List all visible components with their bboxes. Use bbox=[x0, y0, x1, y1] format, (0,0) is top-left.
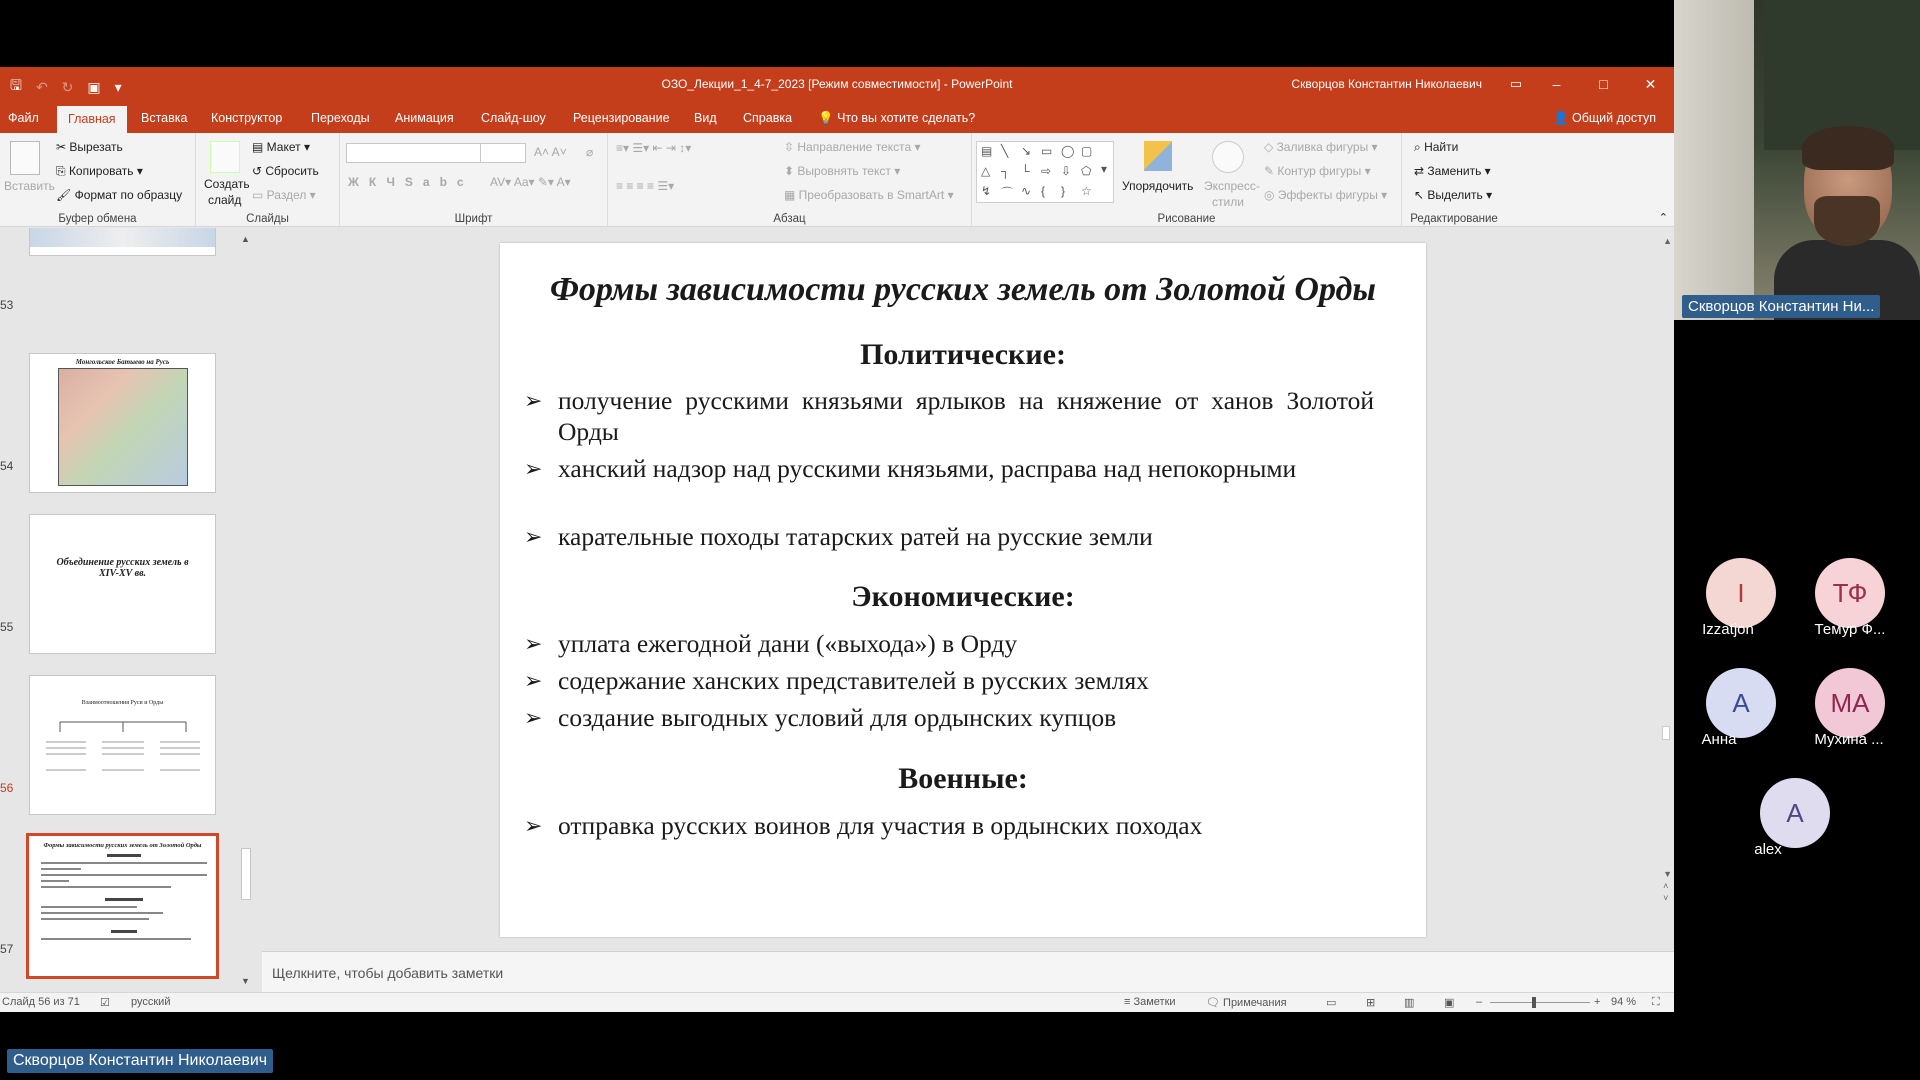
participant-avatar[interactable] bbox=[1706, 558, 1776, 628]
clear-format-icon[interactable]: ⌀ bbox=[586, 145, 594, 159]
slide-title[interactable]: Формы зависимости русских земель от Золотой Орды bbox=[549, 271, 1376, 308]
align-icons[interactable]: ≡ ≡ ≡ ≡ ☰▾ bbox=[616, 179, 675, 193]
tab-animation[interactable]: Анимация bbox=[395, 111, 454, 125]
zoom-slider-thumb[interactable] bbox=[1532, 997, 1536, 1008]
scroll-up-icon[interactable]: ▲ bbox=[241, 234, 250, 244]
ribbon-display-options-icon[interactable]: ▭ bbox=[1509, 76, 1522, 91]
zoom-in-icon[interactable]: + bbox=[1594, 996, 1601, 1008]
shape-effects-button[interactable]: ◎ Эффекты фигуры ▾ bbox=[1264, 188, 1388, 202]
new-slide-label-1[interactable]: Создать bbox=[204, 177, 250, 191]
clipboard-group-label: Буфер обмена bbox=[58, 213, 137, 225]
thumbnail-text-lines bbox=[41, 852, 209, 970]
notes-pane[interactable] bbox=[262, 951, 1674, 992]
slide-counter: Слайд 56 из 71 bbox=[2, 996, 80, 1008]
arrow-bullet-icon: ➢ bbox=[524, 668, 543, 693]
font-group-label: Шрифт bbox=[454, 213, 493, 225]
section-heading-military[interactable]: Военные: bbox=[898, 762, 1028, 795]
thumbnail-number: 55 bbox=[0, 620, 14, 634]
presenter-video[interactable] bbox=[1674, 0, 1920, 320]
quick-styles-label-2[interactable]: стили bbox=[1212, 195, 1244, 209]
undo-icon[interactable]: ↶ bbox=[35, 78, 48, 95]
tab-transitions[interactable]: Переходы bbox=[311, 111, 370, 125]
cursor-icon: ↖ bbox=[1414, 188, 1428, 202]
redo-icon[interactable]: ↻ bbox=[61, 78, 74, 95]
group-editing bbox=[1402, 133, 1506, 227]
group-slides bbox=[196, 133, 340, 227]
participant-avatar[interactable] bbox=[1706, 668, 1776, 738]
shape-effects-label: Эффекты фигуры bbox=[1277, 188, 1378, 202]
copy-icon: ⎘ bbox=[56, 164, 69, 178]
thumbnail-title: Взаимоотношения Руси и Орды bbox=[81, 700, 164, 706]
current-slide[interactable] bbox=[500, 243, 1426, 937]
shape-fill-label: Заливка фигуры bbox=[1276, 140, 1369, 154]
share-button[interactable] bbox=[1553, 111, 1656, 126]
thumbnail-slide-52[interactable] bbox=[29, 228, 216, 256]
thumbnail-slide-54[interactable] bbox=[29, 514, 216, 654]
video-background-wall bbox=[1674, 0, 1754, 320]
shape-textbox-icon[interactable]: ▤ bbox=[981, 144, 993, 158]
bullet-text: ханский надзор над русскими князьями, расправа над непокорными bbox=[558, 454, 1297, 483]
shape-pentagon-icon[interactable]: ⬠ bbox=[1081, 164, 1092, 178]
avatar-initials: А bbox=[1732, 688, 1750, 718]
notes-placeholder[interactable]: Щелкните, чтобы добавить заметки bbox=[272, 965, 504, 981]
share-label: Общий доступ bbox=[1572, 111, 1656, 125]
bullet-text: карательные походы татарских ратей на русские земли bbox=[558, 522, 1153, 551]
arrow-bullet-icon: ➢ bbox=[524, 631, 543, 656]
shape-curve-icon[interactable]: ∿ bbox=[1021, 184, 1032, 198]
shape-rounded-rect-icon[interactable]: ▢ bbox=[1081, 144, 1093, 158]
slideshow-view-icon[interactable]: ▣ bbox=[1444, 997, 1455, 1009]
start-slideshow-icon[interactable]: ▣ bbox=[87, 78, 101, 95]
section-button[interactable]: ▭ Раздел ▾ bbox=[252, 188, 316, 202]
participant-name: Мухина ... bbox=[1814, 731, 1884, 748]
fit-to-window-icon[interactable]: ⛶ bbox=[1652, 996, 1660, 1008]
thumbnail-diagram bbox=[40, 712, 206, 782]
drawing-group-label: Рисование bbox=[1157, 213, 1216, 225]
zoom-level[interactable]: 94 % bbox=[1611, 996, 1637, 1008]
shape-outline-label: Контур фигуры bbox=[1277, 164, 1362, 178]
thumbnail-slide-56-selected[interactable] bbox=[26, 833, 219, 979]
presenter-name-tag: Скворцов Константин Ни... bbox=[1682, 295, 1880, 318]
notes-icon: ≡ bbox=[1124, 996, 1134, 1008]
participant-avatar[interactable] bbox=[1815, 558, 1885, 628]
bullet-text: уплата ежегодной дани («выхода») в Орду bbox=[558, 629, 1018, 658]
shape-oval-icon[interactable]: ◯ bbox=[1061, 144, 1075, 158]
slide-editing-area bbox=[262, 228, 1674, 951]
bullet-text: создание выгодных условий для ордынских купцов bbox=[558, 703, 1117, 732]
arrange-icon[interactable] bbox=[1144, 141, 1172, 171]
shape-down-arrow-icon[interactable]: ⇩ bbox=[1061, 164, 1072, 178]
replace-button[interactable]: ⇄ Заменить ▾ bbox=[1414, 164, 1491, 178]
tell-me-search[interactable] bbox=[818, 111, 975, 126]
quick-styles-label-1[interactable]: Экспресс- bbox=[1204, 179, 1260, 193]
person-icon: 👤 bbox=[1552, 111, 1569, 125]
language-indicator[interactable]: русский bbox=[131, 996, 171, 1008]
magnifier-icon: ⌕ bbox=[1414, 140, 1425, 154]
tab-insert[interactable]: Вставка bbox=[141, 111, 188, 125]
bullet-item[interactable] bbox=[524, 810, 1374, 841]
group-paragraph bbox=[608, 133, 972, 227]
participant-name: Анна bbox=[1701, 731, 1737, 748]
shape-brace-right-icon[interactable]: } bbox=[1061, 184, 1066, 198]
participant-name: alex bbox=[1754, 841, 1782, 858]
shapes-more-icon[interactable]: ▾ bbox=[1101, 162, 1108, 176]
title-bar bbox=[0, 67, 1674, 103]
thumbnail-title: Монгольское Батыево на Русь bbox=[75, 358, 170, 366]
thumbnail-number: 53 bbox=[0, 298, 14, 312]
find-button[interactable] bbox=[1414, 140, 1458, 155]
scissors-icon: ✂ bbox=[56, 140, 70, 154]
text-direction-button[interactable]: ⇳ Направление текста ▾ bbox=[784, 140, 921, 154]
notes-toggle-label: Заметки bbox=[1133, 996, 1176, 1008]
bullet-text: содержание ханских представителей в русских землях bbox=[558, 666, 1149, 695]
grow-shrink-font-icons[interactable]: A˄ A˅ bbox=[534, 145, 567, 159]
bullet-item[interactable] bbox=[524, 521, 1374, 552]
layout-icon: ▤ bbox=[252, 140, 267, 154]
thumbnail-number: 57 bbox=[0, 942, 14, 956]
slides-group-label: Слайды bbox=[246, 213, 289, 225]
thumbnail-slide-53[interactable] bbox=[29, 353, 216, 493]
shape-outline-button[interactable]: ✎ Контур фигуры ▾ bbox=[1264, 164, 1371, 178]
arrow-bullet-icon: ➢ bbox=[524, 388, 543, 413]
close-icon[interactable]: ✕ bbox=[1644, 76, 1657, 92]
bullet-text: получение русскими князьями ярлыков на княжение от ханов Золотой Орды bbox=[558, 386, 1374, 446]
thumbnail-slide-55[interactable] bbox=[29, 675, 216, 815]
slide-sorter-icon[interactable]: ⊞ bbox=[1366, 997, 1376, 1009]
text-direction-icon: ⇳ bbox=[784, 140, 798, 154]
list-icons[interactable]: ≡▾ ☰▾ ⇤ ⇥ ↕▾ bbox=[616, 141, 692, 155]
copy-button[interactable]: ⎘ Копировать ▾ bbox=[56, 164, 143, 178]
customize-qat-icon[interactable]: ▾ bbox=[114, 78, 122, 95]
arrow-bullet-icon: ➢ bbox=[524, 813, 543, 838]
spacing-case-icons[interactable]: AV▾ Aa▾ ✎▾ A▾ bbox=[490, 175, 571, 189]
maximize-icon[interactable]: □ bbox=[1599, 76, 1608, 92]
window-controls bbox=[1533, 67, 1674, 103]
thumbnail-number: 56 bbox=[0, 781, 14, 795]
section-heading-political[interactable]: Политические: bbox=[860, 338, 1066, 371]
thumbnail-number: 54 bbox=[0, 459, 14, 473]
scroll-down-icon[interactable]: ▼ bbox=[241, 976, 250, 986]
presenter-hair bbox=[1802, 126, 1894, 170]
zoom-out-icon[interactable]: – bbox=[1476, 996, 1483, 1008]
paint-bucket-icon: ◇ bbox=[1264, 140, 1277, 154]
shape-arc-icon[interactable]: ⌒ bbox=[1001, 186, 1014, 200]
section-heading-economic[interactable]: Экономические: bbox=[851, 580, 1075, 613]
cut-label: Вырезать bbox=[69, 140, 123, 154]
layout-label: Макет bbox=[266, 140, 301, 154]
arrow-bullet-icon: ➢ bbox=[524, 456, 543, 481]
comment-icon: 🗨 bbox=[1206, 997, 1224, 1009]
minimize-icon[interactable]: – bbox=[1552, 76, 1561, 92]
signed-in-user[interactable]: Скворцов Константин Николаевич bbox=[1291, 77, 1482, 91]
shape-fill-button[interactable]: ◇ Заливка фигуры ▾ bbox=[1264, 140, 1378, 154]
shape-brace-left-icon[interactable]: { bbox=[1041, 184, 1046, 198]
text-direction-label: Направление текста bbox=[797, 140, 912, 154]
effects-icon: ◎ bbox=[1264, 188, 1278, 202]
pencil-icon: ✎ bbox=[1264, 164, 1278, 178]
bullet-item[interactable] bbox=[524, 453, 1374, 484]
thumbnail-map-image bbox=[58, 368, 188, 486]
copy-label: Копировать bbox=[68, 164, 134, 178]
align-text-icon: ⬍ bbox=[784, 164, 798, 178]
group-clipboard bbox=[0, 133, 196, 227]
section-label: Раздел bbox=[266, 188, 307, 202]
group-font bbox=[340, 133, 608, 227]
tab-design[interactable]: Конструктор bbox=[211, 111, 283, 125]
bullet-item[interactable] bbox=[524, 665, 1374, 696]
replace-label: Заменить bbox=[1427, 164, 1482, 178]
ribbon-tabs bbox=[0, 103, 1674, 133]
participant-avatar[interactable] bbox=[1760, 778, 1830, 848]
align-text-label: Выровнять текст bbox=[797, 164, 891, 178]
paragraph-group-label: Абзац bbox=[773, 213, 806, 225]
reading-view-icon[interactable]: ▥ bbox=[1404, 997, 1415, 1009]
presenter-beard bbox=[1814, 196, 1880, 246]
powerpoint-window bbox=[0, 67, 1674, 1012]
select-label: Выделить bbox=[1427, 188, 1483, 202]
tab-help[interactable]: Справка bbox=[743, 111, 793, 125]
shape-elbow-arrow-icon[interactable]: └ bbox=[1021, 164, 1030, 178]
zoom-slider[interactable] bbox=[1490, 1002, 1590, 1003]
replace-icon: ⇄ bbox=[1414, 164, 1428, 178]
slide-thumbnails-pane bbox=[0, 228, 258, 992]
reset-icon: ↺ bbox=[252, 164, 266, 178]
participant-avatar[interactable] bbox=[1815, 668, 1885, 738]
bullet-item[interactable] bbox=[524, 628, 1374, 659]
shape-rectangle-icon[interactable]: ▭ bbox=[1041, 144, 1053, 158]
quick-styles-icon[interactable] bbox=[1212, 141, 1244, 173]
tab-slideshow[interactable]: Слайд-шоу bbox=[481, 111, 546, 125]
shape-triangle-icon[interactable]: △ bbox=[981, 164, 991, 178]
slide-scroll-up-icon[interactable]: ▲ bbox=[1663, 236, 1672, 246]
collapse-ribbon-icon[interactable]: ⌃ bbox=[1658, 212, 1668, 224]
align-text-button[interactable]: ⬍ Выровнять текст ▾ bbox=[784, 164, 901, 178]
format-painter-button[interactable] bbox=[56, 188, 182, 202]
font-size-combo[interactable] bbox=[480, 143, 526, 163]
thumbnail-title: Объединение русских земель в XIV-XV вв. bbox=[56, 557, 189, 579]
thumbnail-map-image bbox=[30, 228, 215, 247]
tab-file[interactable]: Файл bbox=[8, 111, 39, 125]
shape-lightning-icon[interactable]: ↯ bbox=[981, 184, 992, 198]
prev-next-slide-icons[interactable]: ▼ ˄ ˅ bbox=[1663, 869, 1672, 903]
tell-me-label: Что вы хотите сделать? bbox=[837, 111, 976, 125]
avatar-initials: ТФ bbox=[1832, 578, 1868, 608]
thumbnails-scrollbar[interactable] bbox=[238, 228, 254, 992]
new-slide-icon[interactable] bbox=[210, 141, 240, 173]
format-painter-label: Формат по образцу bbox=[74, 188, 183, 202]
section-icon: ▭ bbox=[252, 188, 267, 202]
shape-star-icon[interactable]: ☆ bbox=[1081, 184, 1092, 198]
font-name-combo[interactable] bbox=[346, 143, 482, 163]
arrow-bullet-icon: ➢ bbox=[524, 705, 543, 730]
comments-toggle[interactable] bbox=[1206, 996, 1287, 1009]
select-button[interactable]: ↖ Выделить ▾ bbox=[1414, 188, 1493, 202]
tab-view[interactable]: Вид bbox=[694, 111, 717, 125]
avatar-initials: I bbox=[1737, 578, 1745, 608]
brush-icon: 🖌 bbox=[56, 188, 75, 202]
smartart-button[interactable]: ▦ Преобразовать в SmartArt ▾ bbox=[784, 188, 954, 202]
shape-elbow-icon[interactable]: ┐ bbox=[1001, 164, 1010, 178]
scrollbar-thumb[interactable] bbox=[241, 848, 251, 900]
paste-icon[interactable] bbox=[10, 141, 40, 175]
smartart-label: Преобразовать в SmartArt bbox=[798, 188, 945, 202]
avatar-initials: МА bbox=[1830, 688, 1870, 718]
text-style-icons[interactable]: ЖКЧSabc bbox=[348, 175, 474, 189]
normal-view-icon[interactable]: ▭ bbox=[1326, 997, 1337, 1009]
cut-button[interactable] bbox=[56, 140, 123, 154]
lightbulb-icon: 💡 bbox=[818, 111, 834, 125]
document-title: ОЗО_Лекции_1_4-7_2023 [Режим совместимости] - PowerPoint bbox=[661, 77, 1013, 91]
avatar-initials: А bbox=[1786, 798, 1804, 828]
arrow-bullet-icon: ➢ bbox=[524, 524, 543, 549]
layout-button[interactable]: ▤ Макет ▾ bbox=[252, 140, 310, 154]
shape-arrow-line-icon[interactable]: ↘ bbox=[1021, 144, 1032, 158]
notes-toggle[interactable] bbox=[1124, 996, 1176, 1008]
smartart-icon: ▦ bbox=[784, 188, 799, 202]
spellcheck-icon[interactable]: ☑ bbox=[100, 997, 110, 1009]
bullet-item[interactable] bbox=[524, 702, 1374, 733]
participant-name: Темур Ф... bbox=[1814, 621, 1886, 638]
shape-right-arrow-icon[interactable]: ⇨ bbox=[1041, 164, 1052, 178]
new-slide-label-2[interactable]: слайд bbox=[208, 193, 242, 207]
group-drawing bbox=[972, 133, 1402, 227]
save-icon[interactable]: 🖫 bbox=[10, 77, 22, 93]
editing-group-label: Редактирование bbox=[1410, 213, 1498, 225]
tab-home[interactable]: Главная bbox=[57, 106, 127, 134]
participant-name: Izzatjon bbox=[1702, 621, 1754, 638]
screen-share-presenter-name: Скворцов Константин Николаевич bbox=[7, 1049, 273, 1073]
reset-button[interactable] bbox=[252, 164, 319, 178]
reset-label: Сбросить bbox=[265, 164, 319, 178]
shapes-gallery[interactable] bbox=[976, 141, 1114, 203]
status-bar bbox=[0, 992, 1674, 1012]
bullet-text: отправка русских воинов для участия в ордынских походах bbox=[558, 811, 1203, 840]
ribbon bbox=[0, 133, 1674, 227]
paste-button[interactable]: Вставить bbox=[4, 179, 55, 193]
shape-line-icon[interactable]: ╲ bbox=[1001, 144, 1009, 158]
tab-review[interactable]: Рецензирование bbox=[573, 111, 670, 125]
thumbnail-title: Формы зависимости русских земель от Золотой Орды bbox=[43, 842, 202, 849]
bullet-item[interactable] bbox=[524, 385, 1374, 447]
arrange-button[interactable]: Упорядочить bbox=[1122, 179, 1194, 193]
find-label: Найти bbox=[1424, 140, 1459, 154]
comments-toggle-label: Примечания bbox=[1223, 997, 1287, 1009]
